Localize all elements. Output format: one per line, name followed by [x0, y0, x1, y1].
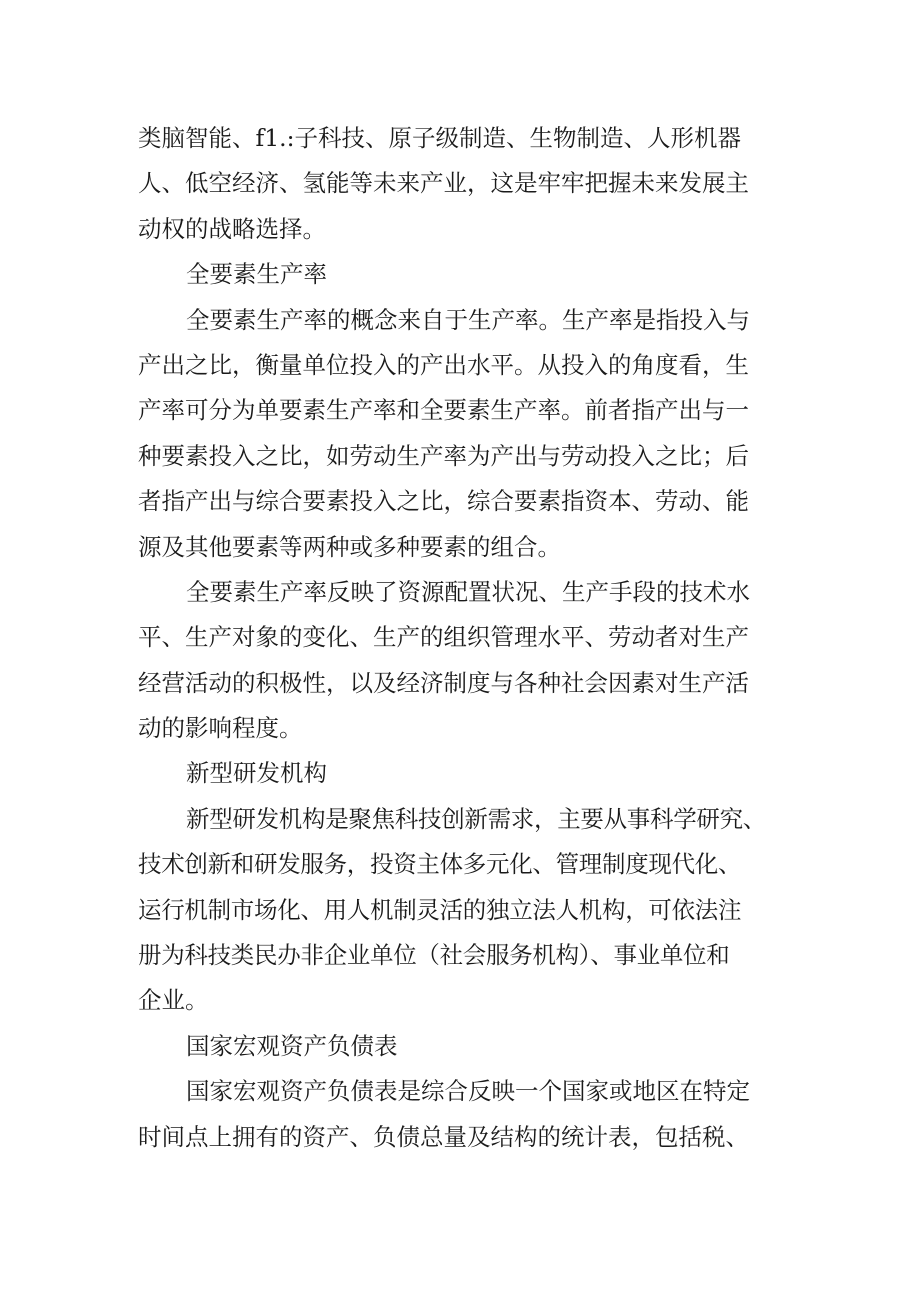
text-line: 种要素投入之比，如劳动生产率为产出与劳动投入之比；后	[138, 441, 749, 470]
paragraph-first-line: 全要素生产率的概念来自于生产率。生产率是指投入与	[186, 305, 750, 334]
text-line: 类脑智能、f1.:子科技、原子级制造、生物制造、人形机器	[138, 124, 742, 152]
document-body	[138, 116, 798, 1160]
text-line: 时间点上拥有的资产、负债总量及结构的统计表，包括税、	[138, 1122, 749, 1151]
text-line: 产出之比，衡量单位投入的产出水平。从投入的角度看，生	[138, 350, 749, 379]
text-line: 人、低空经济、氢能等未来产业，这是牢牢把握未来发展主	[138, 169, 749, 198]
text-line: 动权的战略选择。	[138, 214, 326, 243]
section-heading-tfp: 全要素生产率	[186, 260, 327, 289]
text-line: 册为科技类民办非企业单位（社会服务机构）、事业单位和	[138, 941, 730, 970]
section-heading-new-rd-institutions: 新型研发机构	[186, 759, 327, 788]
text-line: 技术创新和研发服务，投资主体多元化、管理制度现代化、	[138, 850, 742, 879]
text-line: 经营活动的积极性，以及经济制度与各种社会因素对生产活	[138, 668, 749, 697]
text-line: 产率可分为单要素生产率和全要素生产率。前者指产出与一	[138, 396, 749, 425]
text-line: 运行机制市场化、用人机制灵活的独立法人机构，可依法注	[138, 895, 742, 924]
text-line: 企业。	[138, 986, 209, 1015]
text-line: 源及其他要素等两种或多种要素的组合。	[138, 532, 561, 561]
text-line: 动的影响程度。	[138, 714, 303, 743]
text-line: 平、生产对象的变化、生产的组织管理水平、劳动者对生产	[138, 623, 749, 652]
paragraph-first-line: 新型研发机构是聚焦科技创新需求，主要从事科学研究、	[186, 804, 766, 833]
text-line: 者指产出与综合要素投入之比，综合要素指资本、劳动、能	[138, 487, 749, 516]
paragraph-first-line: 全要素生产率反映了资源配置状况、生产手段的技术水	[186, 577, 750, 606]
section-heading-national-balance-sheet: 国家宏观资产负债表	[186, 1031, 398, 1060]
paragraph-first-line: 国家宏观资产负债表是综合反映一个国家或地区在特定	[186, 1077, 750, 1106]
